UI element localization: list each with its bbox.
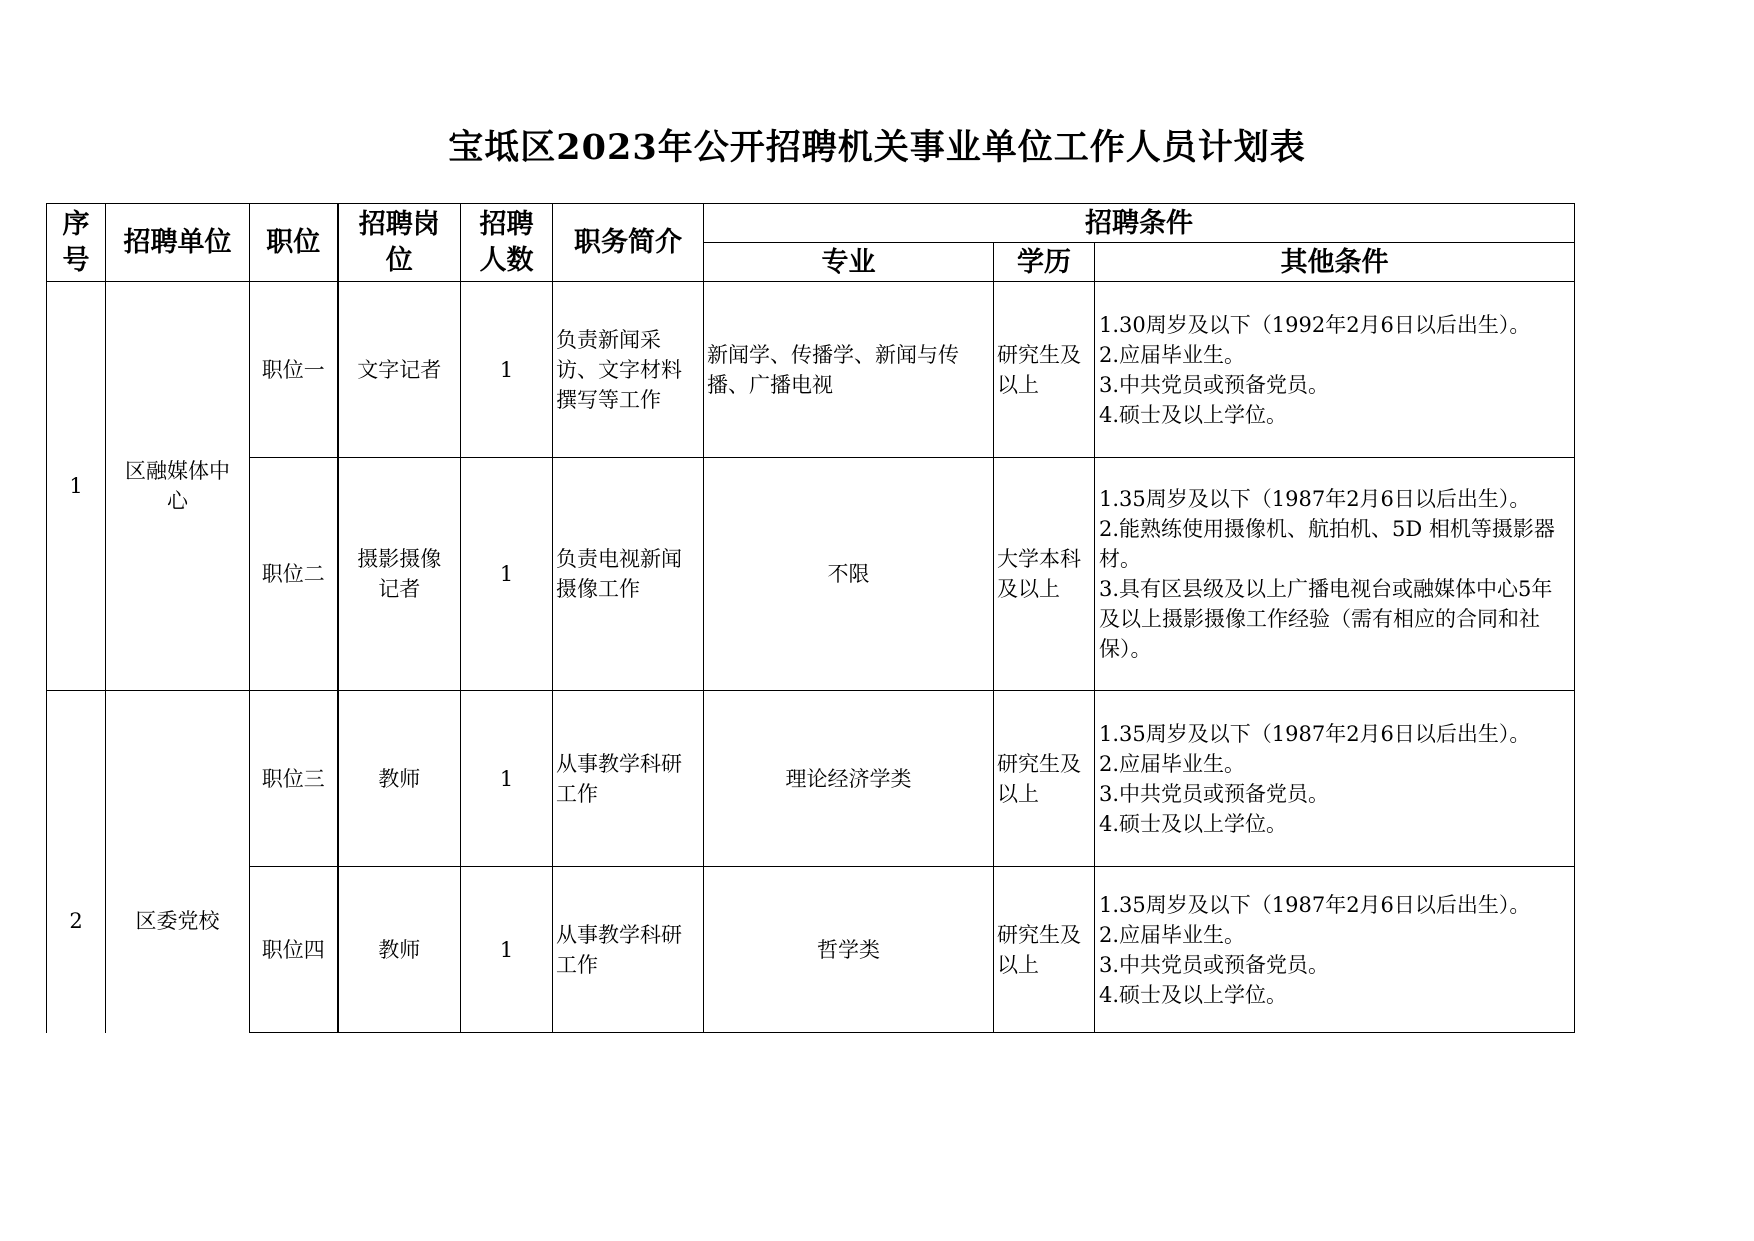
count-cell: 1 <box>461 691 553 867</box>
other-conditions-cell: 1.35周岁及以下（1987年2月6日以后出生）。 2.应届毕业生。 3.中共党员或预备党员。 4.硕士及以上学位。 <box>1095 691 1575 867</box>
education-cell: 研究生及以上 <box>994 282 1095 458</box>
duty-cell: 负责电视新闻摄像工作 <box>553 458 704 691</box>
unit-cell: 区融媒体中心 <box>106 282 250 691</box>
duty-cell: 从事教学科研工作 <box>553 691 704 867</box>
header-education: 学历 <box>994 243 1095 282</box>
header-other: 其他条件 <box>1095 243 1575 282</box>
post-cell: 教师 <box>338 691 461 867</box>
education-cell: 研究生及以上 <box>994 867 1095 1033</box>
education-cell: 研究生及以上 <box>994 691 1095 867</box>
position-cell: 职位二 <box>250 458 338 691</box>
post-cell: 教师 <box>338 867 461 1033</box>
seq-cell: 1 <box>47 282 106 691</box>
table-row <box>47 867 1575 1033</box>
table-row <box>47 282 1575 458</box>
count-cell: 1 <box>461 867 553 1033</box>
header-conditions: 招聘条件 <box>704 204 1575 243</box>
post-cell: 文字记者 <box>338 282 461 458</box>
recruitment-table <box>46 203 1575 1033</box>
table-row <box>47 691 1575 867</box>
page-title: 宝坻区2023年公开招聘机关事业单位工作人员计划表 <box>448 127 1306 168</box>
major-cell: 新闻学、传播学、新闻与传播、广播电视 <box>704 282 994 458</box>
position-cell: 职位四 <box>250 867 338 1033</box>
post-cell: 摄影摄像记者 <box>338 458 461 691</box>
other-conditions-cell: 1.30周岁及以下（1992年2月6日以后出生）。 2.应届毕业生。 3.中共党员或预备党员。 4.硕士及以上学位。 <box>1095 282 1575 458</box>
duty-cell: 负责新闻采访、文字材料撰写等工作 <box>553 282 704 458</box>
header-unit: 招聘单位 <box>106 204 250 282</box>
other-conditions-cell: 1.35周岁及以下（1987年2月6日以后出生）。 2.能熟练使用摄像机、航拍机、5D 相机等摄影器材。 3.具有区县级及以上广播电视台或融媒体中心5年及以上摄影摄像工作经验（需有相应的合同和社保）。 <box>1095 458 1575 691</box>
duty-cell: 从事教学科研工作 <box>553 867 704 1033</box>
header-position: 职位 <box>250 204 338 282</box>
count-cell: 1 <box>461 458 553 691</box>
major-cell: 不限 <box>704 458 994 691</box>
count-cell: 1 <box>461 282 553 458</box>
table-row <box>47 458 1575 691</box>
major-cell: 理论经济学类 <box>704 691 994 867</box>
header-count: 招聘 人数 <box>461 204 553 282</box>
major-cell: 哲学类 <box>704 867 994 1033</box>
header-duty: 职务简介 <box>553 204 704 282</box>
seq-cell: 2 <box>47 691 106 1033</box>
other-conditions-cell: 1.35周岁及以下（1987年2月6日以后出生）。 2.应届毕业生。 3.中共党员或预备党员。 4.硕士及以上学位。 <box>1095 867 1575 1033</box>
unit-cell: 区委党校 <box>106 691 250 1033</box>
header-post: 招聘岗 位 <box>338 204 461 282</box>
position-cell: 职位一 <box>250 282 338 458</box>
position-cell: 职位三 <box>250 691 338 867</box>
header-seq: 序 号 <box>47 204 106 282</box>
header-major: 专业 <box>704 243 994 282</box>
education-cell: 大学本科及以上 <box>994 458 1095 691</box>
